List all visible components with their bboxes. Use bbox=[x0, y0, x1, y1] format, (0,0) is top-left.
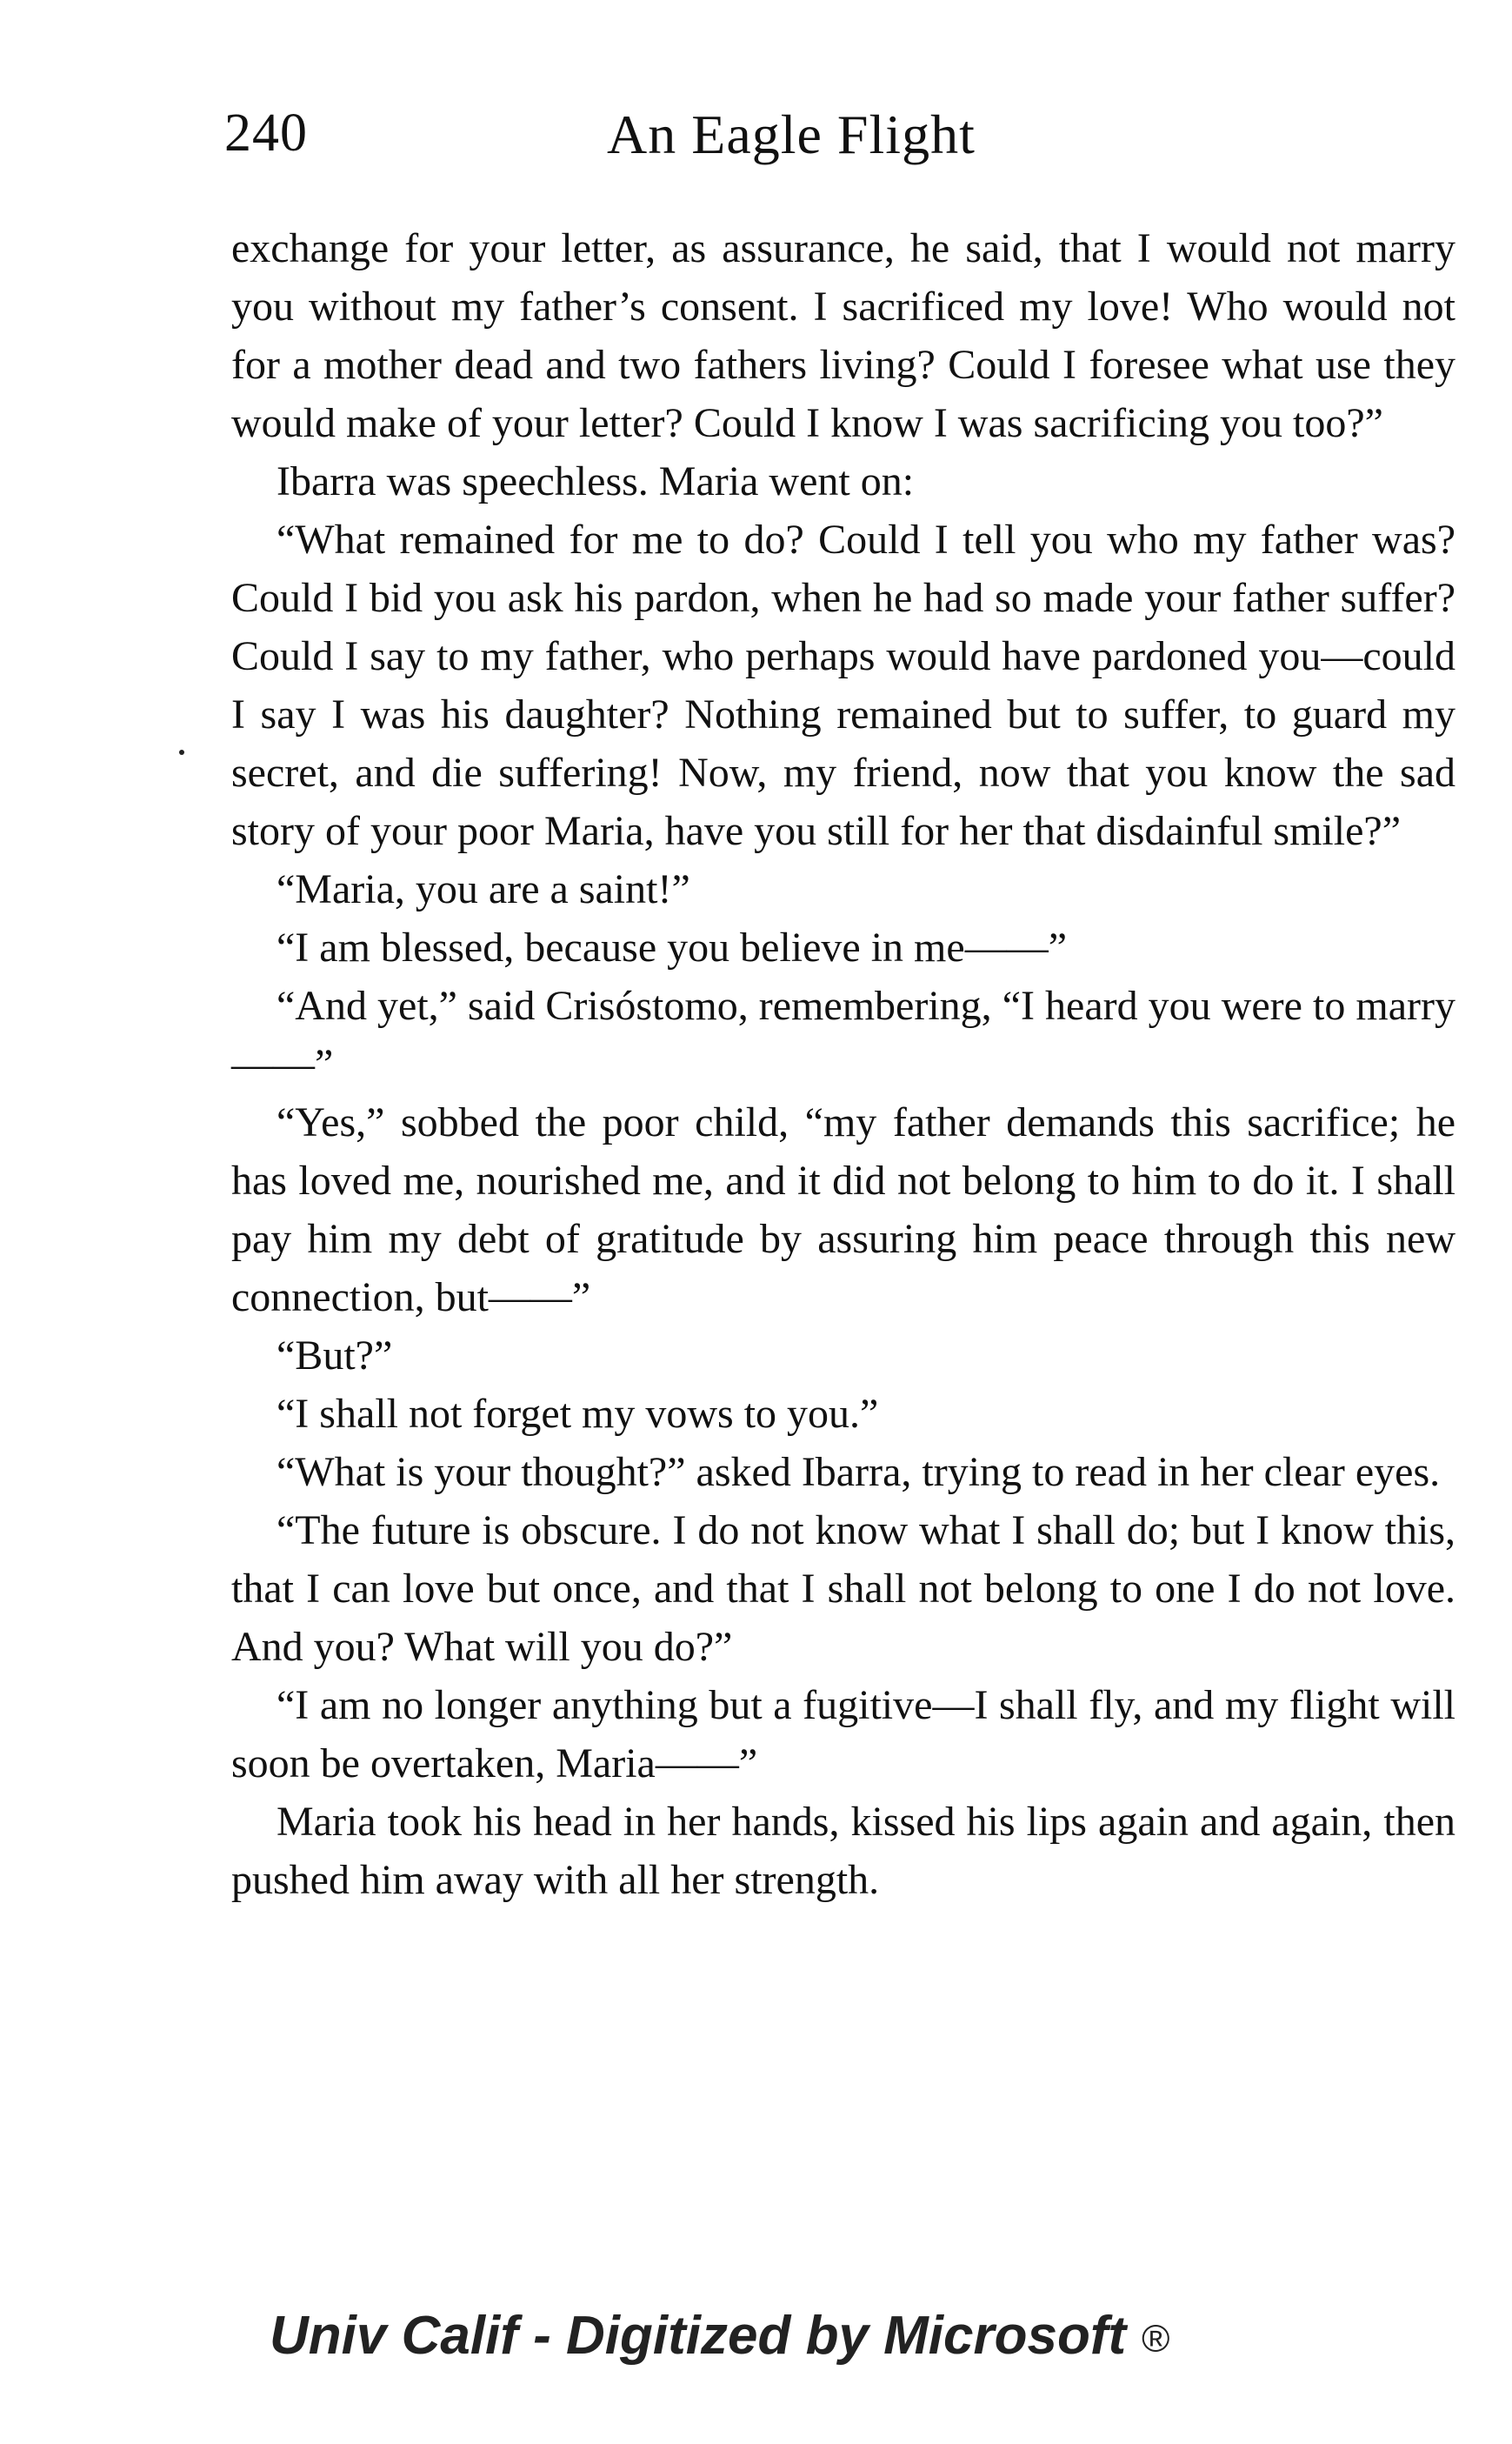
paragraph: “I am no longer anything but a fugitive—I shall fly, and my flight will soon be overtaken, Maria——” bbox=[231, 1682, 1455, 1786]
paragraph: “And yet,” said Crisóstomo, remembering, “I heard you were to marry——” bbox=[231, 983, 1455, 1087]
paragraph: “The future is obscure. I do not know what I shall do; but I know this, that I can love but once, and that I shall not belong to one I do not love. And you? What will you do?” bbox=[231, 1507, 1455, 1670]
paragraph: “But?” bbox=[276, 1332, 393, 1379]
paragraph: “Yes,” sobbed the poor child, “my father demands this sacrifice; he has loved me, nourished me, and it did not belong to him to do it. I shall pay him my debt of gratitude by assuring him peace through this new connection, but——” bbox=[231, 1099, 1455, 1320]
paragraph: “Maria, you are a saint!” bbox=[276, 866, 690, 912]
digitization-watermark bbox=[270, 2305, 1169, 2367]
paragraph: “I shall not forget my vows to you.” bbox=[276, 1391, 879, 1437]
page-header bbox=[224, 103, 1459, 172]
registered-mark: ® bbox=[1141, 2317, 1169, 2361]
running-title: An Eagle Flight bbox=[607, 104, 976, 165]
paragraph: Ibarra was speechless. Maria went on: bbox=[276, 458, 915, 504]
paragraph: “I am blessed, because you believe in me——” bbox=[276, 925, 1067, 971]
paragraph: Maria took his head in her hands, kissed his lips again and again, then pushed him away with all her strength. bbox=[231, 1799, 1455, 1903]
paragraph: “What is your thought?” asked Ibarra, trying to read in her clear eyes. bbox=[276, 1449, 1441, 1495]
paragraph: “What remained for me to do? Could I tell you who my father was? Could I bid you ask his pardon, when he had so made your father suffer? Could I say to my father, who perhaps would have pardoned you—could I say I was his daughter? Nothing remained but to suffer, to guard my secret, and die suffering! Now, my friend, now that you know the sad story of your poor Maria, have you still for her that disdainful smile?” bbox=[231, 517, 1455, 854]
body-text bbox=[231, 219, 1455, 1909]
margin-speck bbox=[179, 750, 184, 755]
paragraph: exchange for your letter, as assurance, he said, that I would not marry you without my father’s consent. I sacrificed my love! Who would not for a mother dead and two fathers living? Could I foresee what use they would make of your letter? Could I know I was sacrificing you too?” bbox=[231, 225, 1455, 446]
page-number: 240 bbox=[224, 104, 308, 163]
watermark-text: Univ Calif - Digitized by Microsoft bbox=[270, 2306, 1127, 2366]
